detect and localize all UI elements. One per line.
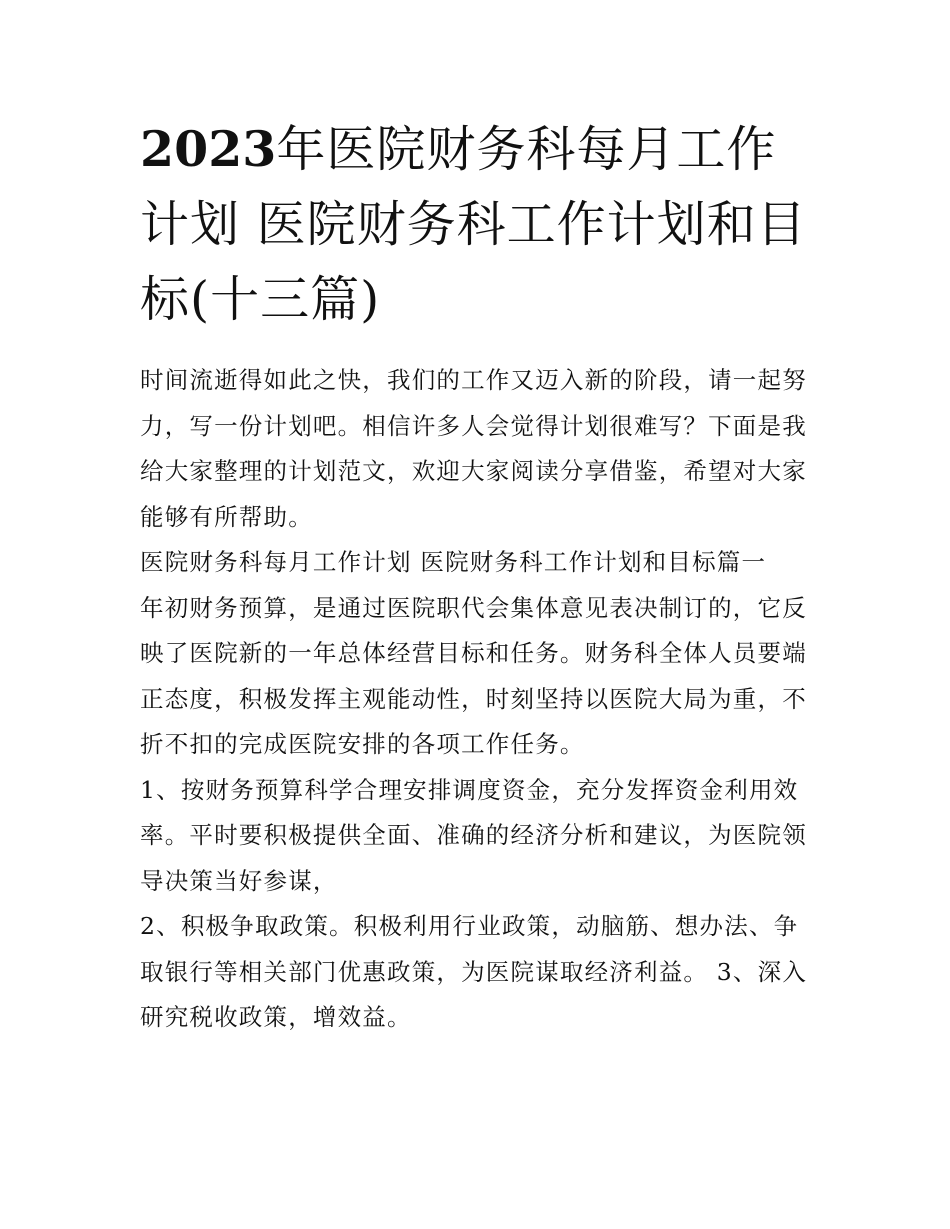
section-heading: 医院财务科每月工作计划 医院财务科工作计划和目标篇一 — [140, 548, 767, 576]
list-item-1: 1、按财务预算科学合理安排调度资金，充分发挥资金利用效率。平时要积极提供全面、准确的经济分析和建议，为医院领导决策当好参谋， — [140, 775, 807, 895]
body-paragraph: 年初财务预算，是通过医院职代会集体意见表决制订的，它反映了医院新的一年总体经营目标和任务。财务科全体人员要端正态度，积极发挥主观能动性，时刻坚持以医院大局为重，不折不扣的完成医院安排的各项工作任务。 — [140, 593, 807, 758]
list-item-2: 2、积极争取政策。积极利用行业政策，动脑筋、想办法、争取银行等相关部门优惠政策，为医院谋取经济利益。 3、深入研究税收政策，增效益。 — [140, 912, 808, 1031]
title-year: 2023 — [140, 120, 277, 178]
document-body — [140, 358, 820, 1041]
title-text: 年医院财务科每月工作计划 医院财务科工作计划和目标(十三篇) — [140, 121, 807, 328]
intro-paragraph: 时间流逝得如此之快，我们的工作又迈入新的阶段，请一起努力，写一份计划吧。相信许多人会觉得计划很难写？下面是我给大家整理的计划范文，欢迎大家阅读分享借鉴，希望对大家能够有所帮助。 — [140, 366, 807, 531]
document-title — [140, 112, 820, 337]
